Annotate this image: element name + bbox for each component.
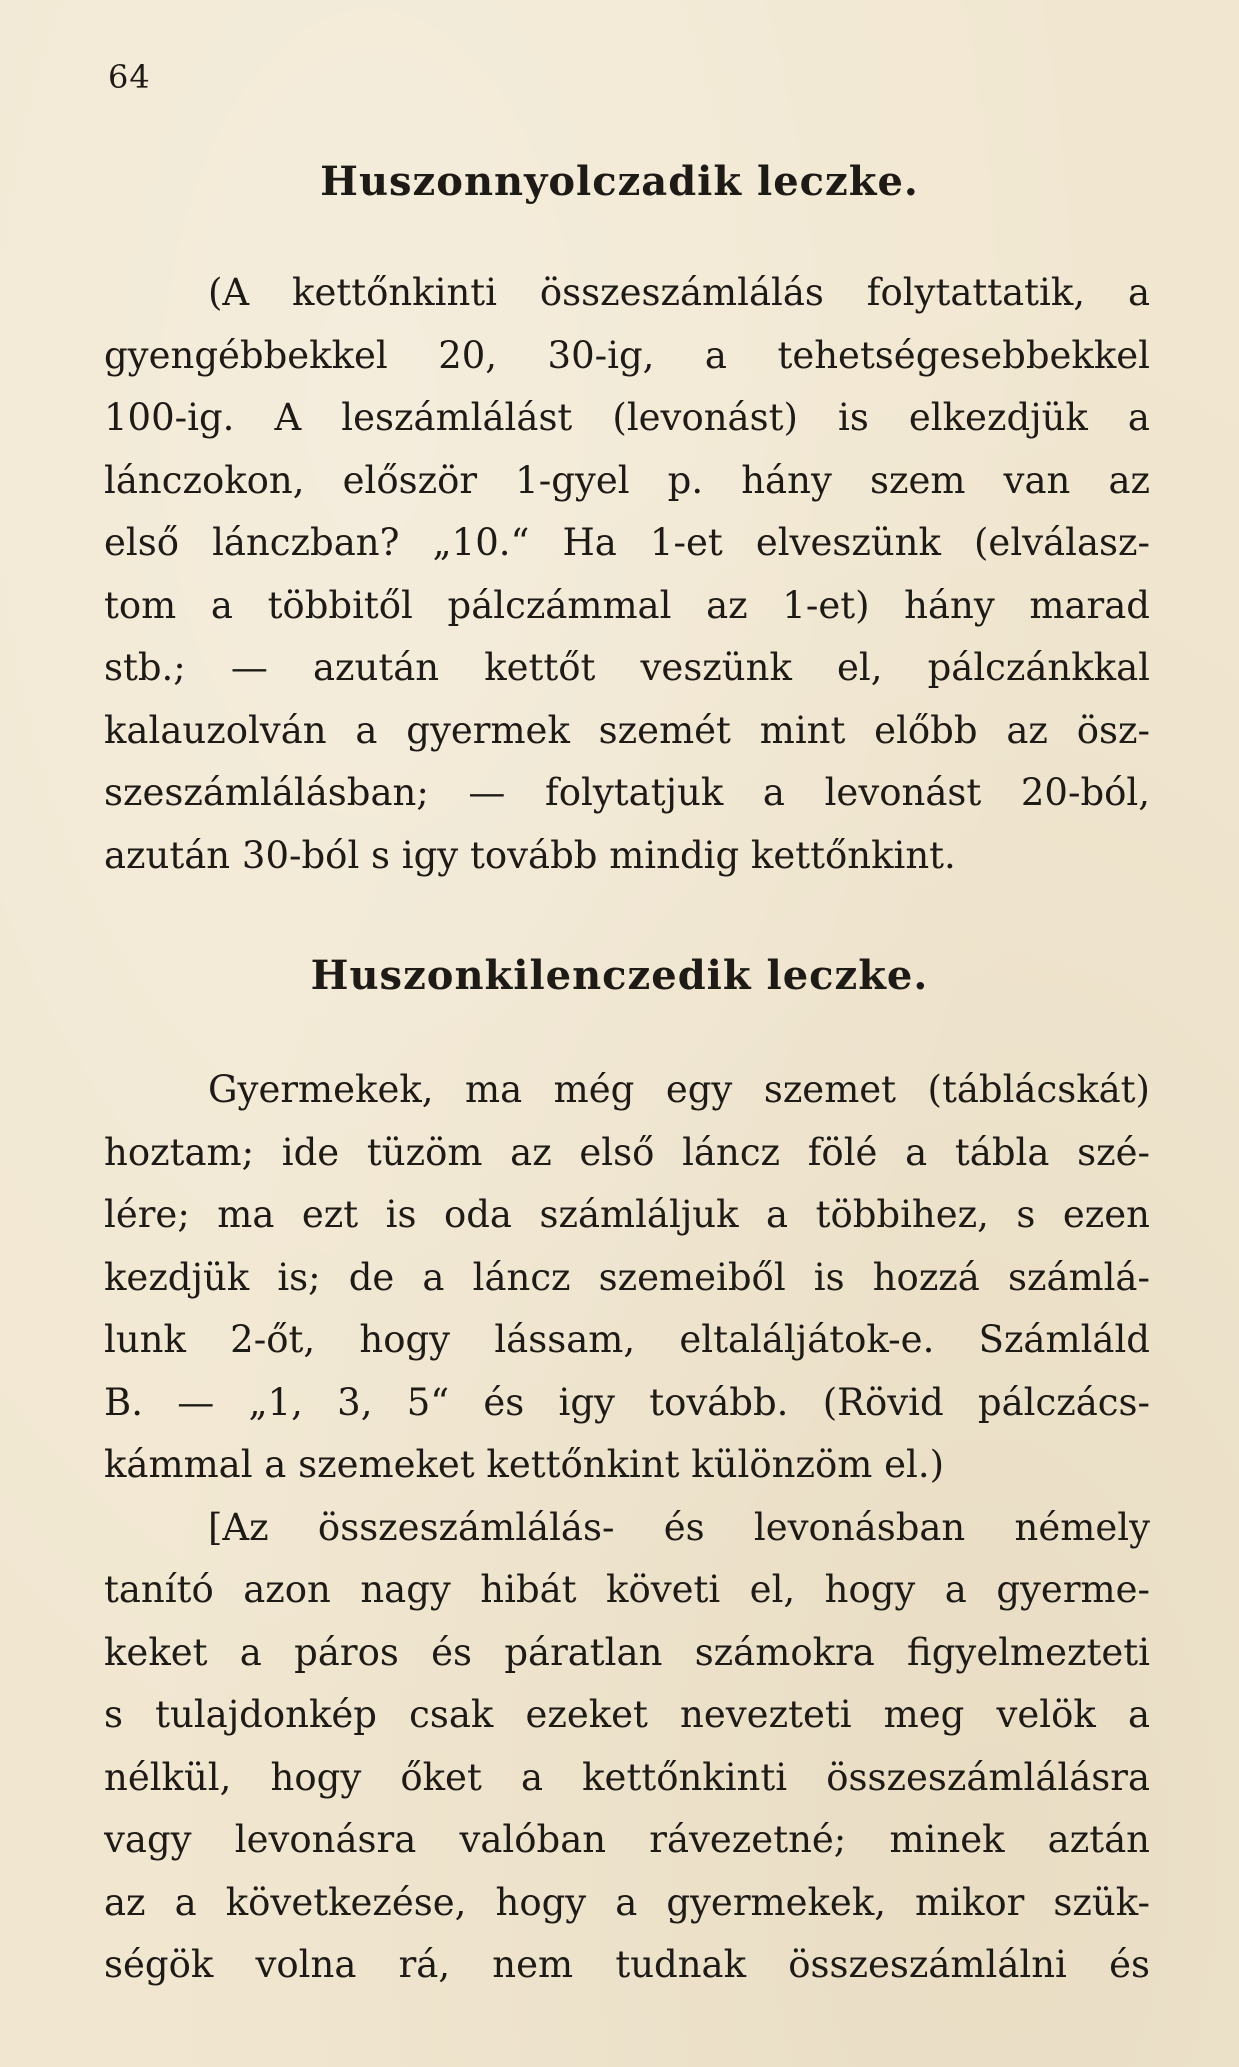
text-line: vagy levonásra valóban rávezetné; minek aztán <box>104 1818 1150 1861</box>
lesson-28-body <box>104 262 1150 887</box>
text-line: nélkül, hogy őket a kettőnkinti összeszámlálásra <box>104 1755 1150 1799</box>
text-line: keket a páros és páratlan számokra figyelmezteti <box>104 1630 1150 1674</box>
text-line: hoztam; ide tüzöm az első láncz fölé a tábla szé- <box>104 1130 1150 1174</box>
text-line: s tulajdonkép csak ezeket nevezteti meg velök a <box>104 1693 1150 1736</box>
text-line: az a következése, hogy a gyermekek, mikor szük- <box>104 1880 1150 1924</box>
text-line: lunk 2-őt, hogy lássam, eltaláljátok-e. Számláld <box>104 1318 1150 1361</box>
text-line: tom a többitől pálczámmal az 1-et) hány marad <box>104 583 1150 627</box>
text-line: stb.; — azután kettőt veszünk el, pálczánkkal <box>104 646 1150 689</box>
lesson-29-body <box>104 1059 1150 1997</box>
lesson-heading-29: Huszonkilenczedik leczke. <box>310 952 929 999</box>
text-line: B. — „1, 3, 5“ és igy tovább. (Rövid pálczács- <box>104 1380 1150 1424</box>
text-line: (A kettőnkinti összeszámlálás folytattatik, a <box>208 271 1150 314</box>
text-line: lánczokon, először 1-gyel p. hány szem van az <box>104 458 1150 502</box>
text-line: gyengébbekkel 20, 30-ig, a tehetségesebbekkel <box>104 333 1150 377</box>
text-line: lére; ma ezt is oda számláljuk a többihez, s ezen <box>104 1193 1150 1236</box>
page-number: 64 <box>108 58 151 96</box>
lesson-heading-28: Huszonnyolczadik leczke. <box>320 158 919 205</box>
text-line: Gyermekek, ma még egy szemet (táblácskát) <box>208 1068 1150 1111</box>
text-line: tanító azon nagy hibát követi el, hogy a gyerme- <box>104 1568 1150 1611</box>
text-line: kezdjük is; de a láncz szemeiből is hozzá számlá- <box>104 1255 1150 1299</box>
text-line: ségök volna rá, nem tudnak összeszámlálni és <box>104 1943 1150 1986</box>
text-line: szeszámlálásban; — folytatjuk a levonást 20-ból, <box>104 771 1150 814</box>
text-line: kalauzolván a gyermek szemét mint előbb az ösz- <box>104 708 1150 752</box>
text-line: kámmal a szemeket kettőnkint különzöm el.) <box>104 1443 945 1486</box>
text-line: [Az összeszámlálás- és levonásban némely <box>208 1505 1150 1549</box>
text-line: azután 30-ból s igy tovább mindig kettőnkint. <box>104 833 956 877</box>
text-line: 100-ig. A leszámlálást (levonást) is elkezdjük a <box>104 396 1150 439</box>
text-line: első lánczban? „10.“ Ha 1-et elveszünk (elválasz- <box>104 521 1150 564</box>
